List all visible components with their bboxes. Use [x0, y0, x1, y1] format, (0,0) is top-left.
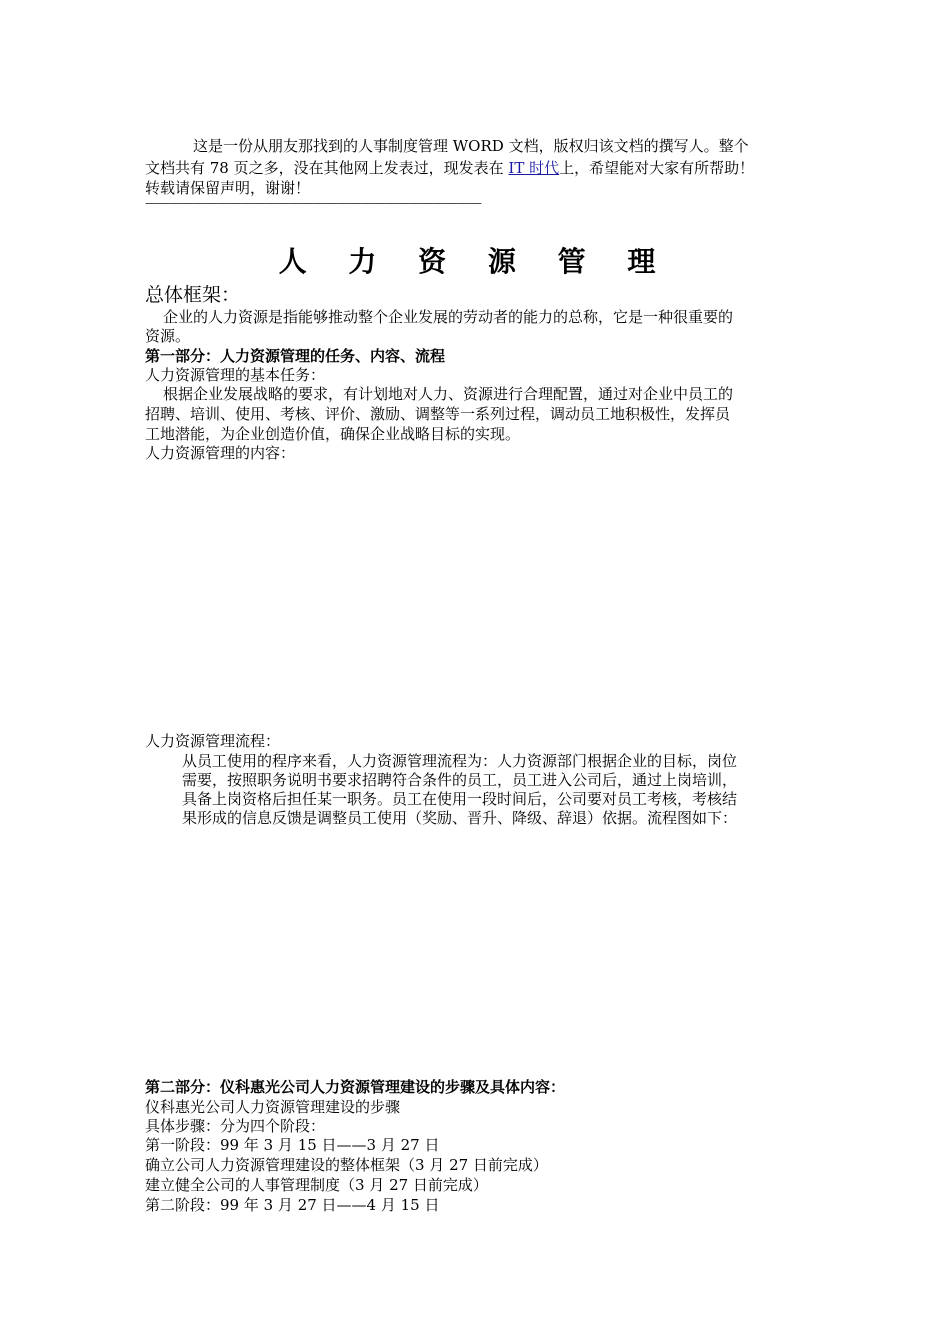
part2-line-2: 具体步骤：分为四个阶段： — [145, 1117, 326, 1135]
basic-task-line-3: 工地潜能，为企业创造价值，确保企业战略目标的实现。 — [145, 425, 521, 443]
content-label: 人力资源管理的内容： — [145, 444, 296, 462]
divider-rule: ———————————————————————————— — [145, 196, 481, 211]
part2-line-4: 确立公司人力资源管理建设的整体框架（3 月 27 日前完成） — [145, 1156, 548, 1174]
part2-heading: 第二部分：仪科惠光公司人力资源管理建设的步骤及具体内容： — [145, 1078, 566, 1096]
part1-heading: 第一部分：人力资源管理的任务、内容、流程 — [145, 347, 446, 365]
flow-label: 人力资源管理流程： — [145, 732, 281, 750]
part2-line-1: 仪科惠光公司人力资源管理建设的步骤 — [145, 1098, 401, 1116]
flow-line-1: 从员工使用的程序来看，人力资源管理流程为：人力资源部门根据企业的目标，岗位 — [182, 752, 738, 770]
intro-line-1: 这是一份从朋友那找到的人事制度管理 WORD 文档，版权归该文档的撰写人。整个 — [193, 137, 749, 155]
intro-line-2 — [145, 158, 754, 178]
intro-line-2-text: 文档共有 78 页之多，没在其他网上发表过，现发表在 — [145, 159, 509, 177]
document-title: 人 力 资 源 管 理 — [278, 245, 672, 278]
flow-line-2: 需要，按照职务说明书要求招聘符合条件的员工，员工进入公司后，通过上岗培训， — [182, 771, 738, 789]
stage1-line: 第一阶段：99 年 3 月 15 日——3 月 27 日 — [145, 1136, 440, 1154]
basic-task-line-1: 根据企业发展战略的要求，有计划地对人力、资源进行合理配置，通过对企业中员工的 — [163, 385, 734, 403]
overall-paragraph-line-2: 资源。 — [145, 327, 191, 345]
intro-line-2-tail: 上，希望能对大家有所帮助！ — [559, 159, 755, 177]
overall-paragraph-line-1: 企业的人力资源是指能够推动整个企业发展的劳动者的能力的总称，它是一种很重要的 — [163, 308, 734, 326]
content-figure-area — [145, 466, 805, 724]
it-times-link[interactable]: IT 时代 — [508, 159, 560, 177]
flow-line-3: 具备上岗资格后担任某一职务。员工在使用一段时间后，公司要对员工考核，考核结 — [182, 790, 738, 808]
basic-task-label: 人力资源管理的基本任务： — [145, 366, 326, 384]
intro-line-3: 转载请保留声明，谢谢！ — [145, 179, 311, 197]
flow-line-4: 果形成的信息反馈是调整员工使用（奖励、晋升、降级、辞退）依据。流程图如下： — [182, 809, 738, 827]
overall-heading: 总体框架： — [145, 284, 241, 306]
stage2-line: 第二阶段：99 年 3 月 27 日——4 月 15 日 — [145, 1196, 440, 1214]
part2-line-5: 建立健全公司的人事管理制度（3 月 27 日前完成） — [145, 1176, 488, 1194]
basic-task-line-2: 招聘、培训、使用、考核、评价、激励、调整等一系列过程，调动员工地积极性，发挥员 — [145, 405, 731, 423]
flowchart-area — [145, 834, 805, 1068]
